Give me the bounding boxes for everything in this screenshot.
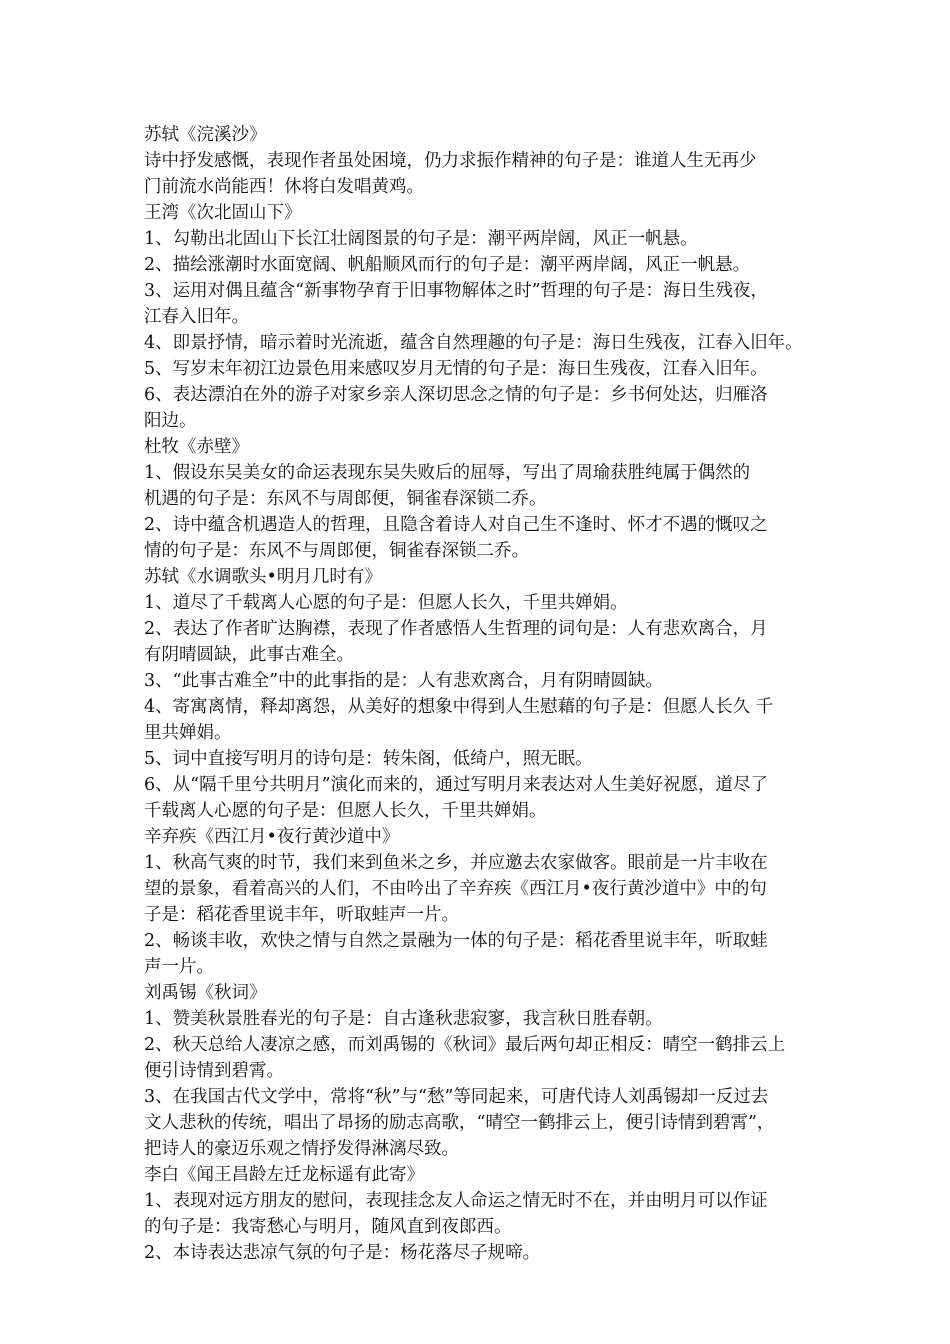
text-line: 6、从“隔千里兮共明月”演化而来的，通过写明月来表达对人生美好祝愿，道尽了 (144, 775, 769, 795)
text-line: 机遇的句子是：东风不与周郎便，铜雀春深锁二乔。 (144, 489, 547, 509)
text-line: 门前流水尚能西！休将白发唱黄鸡。 (144, 177, 424, 197)
text-line: 2、秋天总给人凄凉之感，而刘禹锡的《秋词》最后两句却正相反：晴空一鹤排云上 (144, 1035, 786, 1055)
text-line: 苏轼《浣溪沙》 (144, 125, 267, 145)
text-line: 文人悲秋的传统，唱出了昂扬的励志高歌，“晴空一鹤排云上，便引诗情到碧霄”， (144, 1113, 775, 1133)
text-line: 王湾《次北固山下》 (144, 203, 302, 223)
text-line: 5、词中直接写明月的诗句是：转朱阁，低绮户，照无眠。 (144, 749, 593, 769)
text-line: 1、道尽了千载离人心愿的句子是：但愿人长久，千里共婵娟。 (144, 593, 628, 613)
text-line: 1、秋高气爽的时节，我们来到鱼米之乡，并应邀去农家做客。眼前是一片丰收在 (144, 853, 768, 873)
text-line: 情的句子是：东风不与周郎便，铜雀春深锁二乔。 (144, 541, 529, 561)
text-line: 2、表达了作者旷达胸襟，表现了作者感悟人生哲理的词句是：人有悲欢离合，月 (144, 619, 768, 639)
text-line: 1、勾勒出北固山下长江壮阔图景的句子是：潮平两岸阔，风正一帆悬。 (144, 229, 698, 249)
text-line: 诗中抒发感慨，表现作者虽处困境，仍力求振作精神的句子是：谁道人生无再少 (144, 151, 757, 171)
document-body (144, 122, 808, 1266)
text-line: 子是：稻花香里说丰年，听取蛙声一片。 (144, 905, 459, 925)
text-line: 阳边。 (144, 411, 197, 431)
text-line: 辛弃疾《西江月•夜行黄沙道中》 (144, 827, 400, 847)
text-line: 千载离人心愿的句子是：但愿人长久，千里共婵娟。 (144, 801, 547, 821)
text-line: 5、写岁末年初江边景色用来感叹岁月无情的句子是：海日生残夜，江春入旧年。 (144, 359, 768, 379)
text-line: 4、寄寓离情，释却离怨，从美好的想象中得到人生慰藉的句子是：但愿人长久 千 (144, 697, 774, 717)
text-line: 里共婵娟。 (144, 723, 232, 743)
text-line: 刘禹锡《秋词》 (144, 983, 267, 1003)
text-line: 6、表达漂泊在外的游子对家乡亲人深切思念之情的句子是：乡书何处达，归雁洛 (144, 385, 768, 405)
text-line: 便引诗情到碧霄。 (144, 1061, 284, 1081)
text-line: 2、本诗表达悲凉气氛的句子是：杨花落尽子规啼。 (144, 1243, 541, 1263)
text-line: 苏轼《水调歌头•明月几时有》 (144, 567, 382, 587)
text-line: 2、描绘涨潮时水面宽阔、帆船顺风而行的句子是：潮平两岸阔，风正一帆悬。 (144, 255, 751, 275)
text-line: 2、诗中蕴含机遇造人的哲理，且隐含着诗人对自己生不逢时、怀才不遇的慨叹之 (144, 515, 768, 535)
text-line: 的句子是：我寄愁心与明月，随风直到夜郎西。 (144, 1217, 512, 1237)
text-line: 李白《闻王昌龄左迁龙标遥有此寄》 (144, 1165, 424, 1185)
text-line: 江春入旧年。 (144, 307, 249, 327)
text-line: 3、在我国古代文学中，常将“秋”与“愁”等同起来，可唐代诗人刘禹锡却一反过去 (144, 1087, 769, 1107)
text-line: 有阴晴圆缺，此事古难全。 (144, 645, 354, 665)
text-line: 声一片。 (144, 957, 214, 977)
text-line: 1、表现对远方朋友的慰问，表现挂念友人命运之情无时不在，并由明月可以作证 (144, 1191, 768, 1211)
text-line: 3、运用对偶且蕴含“新事物孕育于旧事物解体之时”哲理的句子是：海日生残夜， (144, 281, 769, 301)
text-line: 4、即景抒情，暗示着时光流逝，蕴含自然理趣的句子是：海日生残夜，江春入旧年。 (144, 333, 803, 353)
text-line: 3、“此事古难全”中的此事指的是：人有悲欢离合，月有阴晴圆缺。 (144, 671, 664, 691)
text-line: 把诗人的豪迈乐观之情抒发得淋漓尽致。 (144, 1139, 459, 1159)
text-line: 1、赞美秋景胜春光的句子是：自古逢秋悲寂寥，我言秋日胜春朝。 (144, 1009, 663, 1029)
text-line: 1、假设东吴美女的命运表现东吴失败后的屈辱，写出了周瑜获胜纯属于偶然的 (144, 463, 751, 483)
text-line: 杜牧《赤壁》 (144, 437, 249, 457)
text-line: 望的景象，看着高兴的人们，不由吟出了辛弃疾《西江月•夜行黄沙道中》中的句 (144, 879, 767, 899)
text-line: 2、畅谈丰收，欢快之情与自然之景融为一体的句子是：稻花香里说丰年，听取蛙 (144, 931, 768, 951)
